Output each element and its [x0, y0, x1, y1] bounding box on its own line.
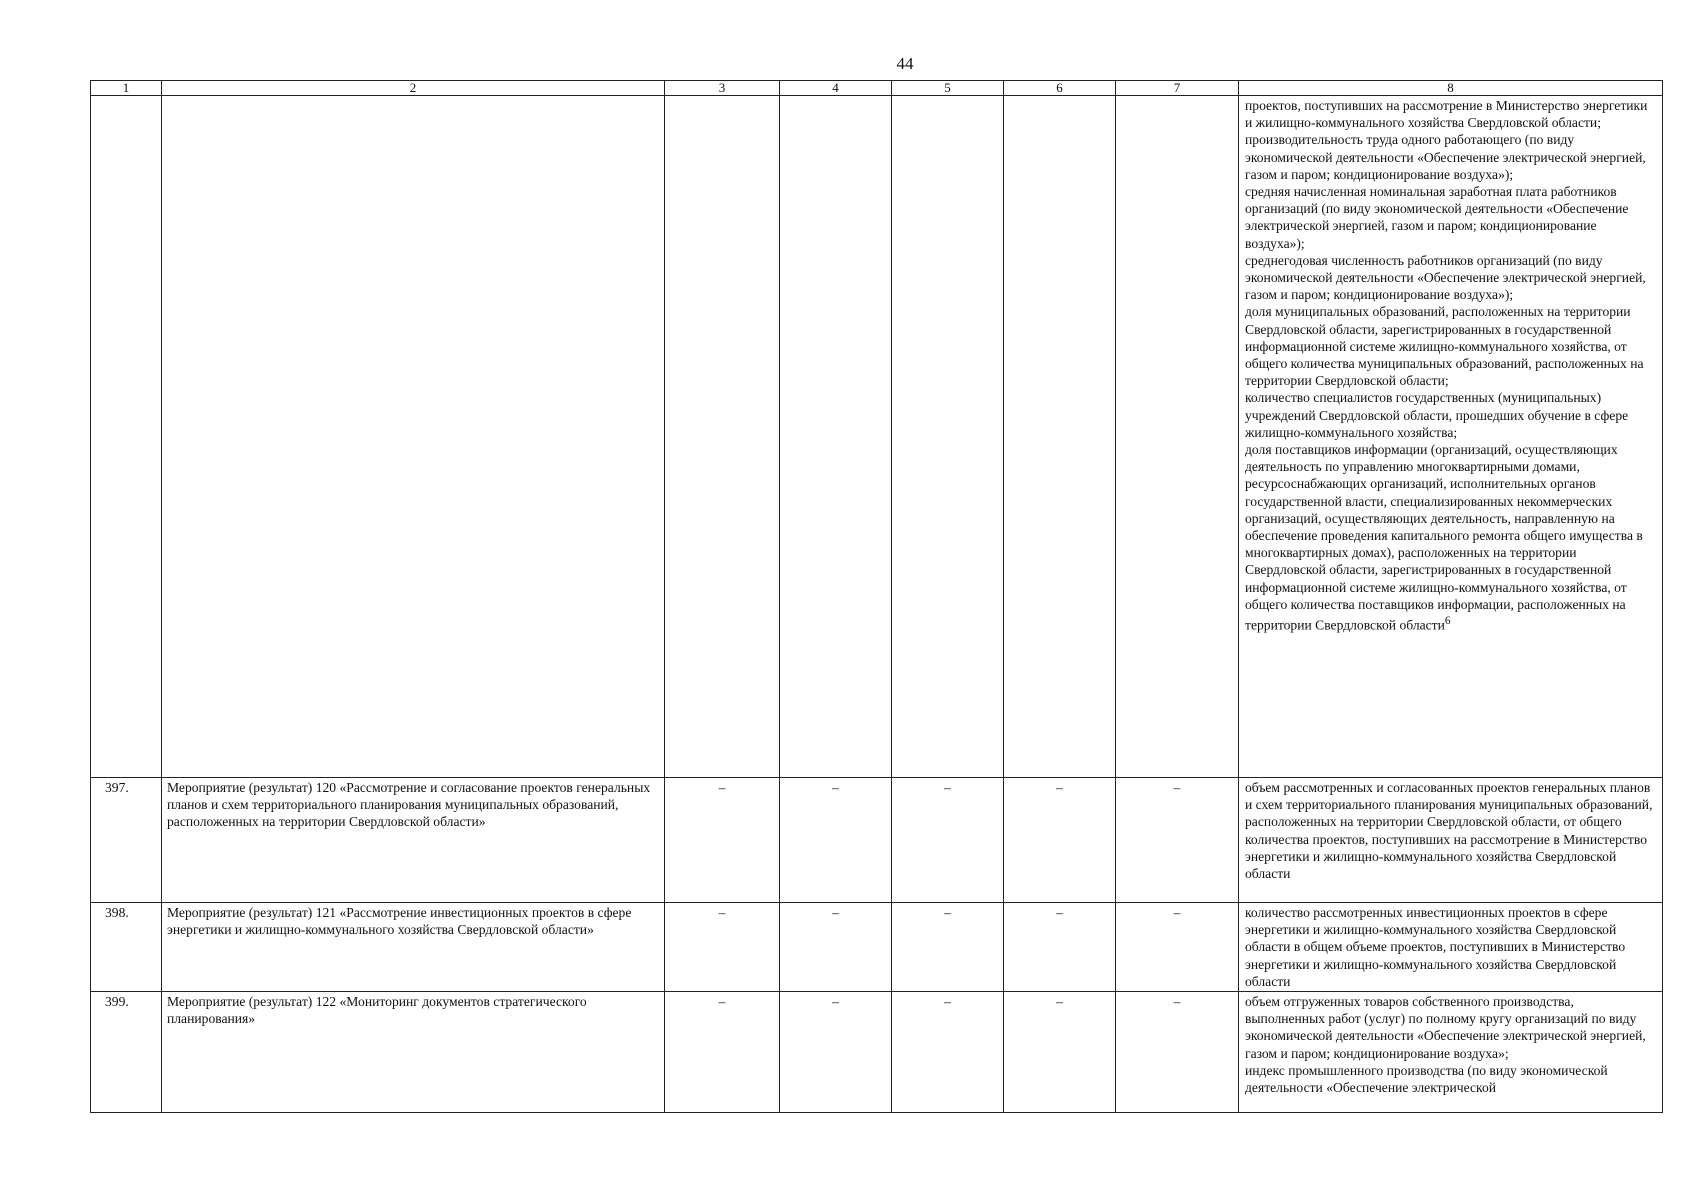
- header-col-6: 6: [1004, 81, 1116, 96]
- value-col-7: –: [1116, 903, 1239, 992]
- value-col-6: –: [1004, 778, 1116, 903]
- header-col-2: 2: [162, 81, 665, 96]
- value-col-5: –: [892, 903, 1004, 992]
- value-col-3: –: [665, 992, 780, 1113]
- row-number: 399.: [91, 992, 162, 1113]
- cell-empty: [780, 96, 892, 778]
- value-col-7: –: [1116, 992, 1239, 1113]
- cell-empty: [91, 96, 162, 778]
- measure-description: Мероприятие (результат) 121 «Рассмотрение инвестиционных проектов в сфере энергетики и жилищно-коммунального хозяйства Свердловской области»: [162, 903, 665, 992]
- value-col-4: –: [780, 992, 892, 1113]
- indicator-text: проектов, поступивших на рассмотрение в Министерство энергетики и жилищно-коммунального хозяйства Свердловской области; производительность труда одного работающего (по виду экономической деятельности «Обеспечение электрической энергией, газом и паром; кондиционирование воздуха»); средняя начисленная номинальная заработная плата работников организаций (по виду экономической деятельности «Обеспечение электрической энергией, газом и паром; кондиционирование воздуха»); среднегодовая численность работников организаций (по виду экономической деятельности «Обеспечение электрической энергией, газом и паром; кондиционирование воздуха»); доля муниципальных образований, расположенных на территории Свердловской области, зарегистрированных в государственной информационной системе жилищно-коммунального хозяйства, от общего количества муниципальных образований, расположенных на территории Свердловской области; количество специалистов государственных (муниципальных) учреждений Свердловской области, прошедших обучение в сфере жилищно-коммунального хозяйства; доля поставщиков информации (организаций, осуществляющих деятельность по управлению многоквартирными домами, ресурсоснабжающих организаций, исполнительных органов государственной власти, специализированных некоммерческих организаций, осуществляющих деятельность, направленную на обеспечение проведения капитального ремонта общего имущества в многоквартирных домах), расположенных на территории Свердловской области, зарегистрированных в государственной информационной системе жилищно-коммунального хозяйства, от общего количества поставщиков информации, расположенных на территории Свердловской области: [1245, 98, 1648, 633]
- header-col-7: 7: [1116, 81, 1239, 96]
- value-col-5: –: [892, 992, 1004, 1113]
- cell-empty: [162, 96, 665, 778]
- value-col-3: –: [665, 778, 780, 903]
- value-col-3: –: [665, 903, 780, 992]
- indicator-cell: объем рассмотренных и согласованных проектов генеральных планов и схем территориального планирования муниципальных образований, расположенных на территории Свердловской области, от общего количества проектов, поступивших на рассмотрение в Министерство энергетики и жилищно-коммунального хозяйства Свердловской области: [1239, 778, 1663, 903]
- cell-empty: [665, 96, 780, 778]
- header-col-1: 1: [91, 81, 162, 96]
- cell-empty: [1004, 96, 1116, 778]
- table-row: [91, 992, 1663, 1113]
- cell-empty: [1116, 96, 1239, 778]
- measure-description: Мероприятие (результат) 122 «Мониторинг документов стратегического планирования»: [162, 992, 665, 1113]
- measure-description: Мероприятие (результат) 120 «Рассмотрение и согласование проектов генеральных планов и схем территориального планирования муниципальных образований, расположенных на территории Свердловской области»: [162, 778, 665, 903]
- header-row: [91, 81, 1663, 96]
- value-col-6: –: [1004, 992, 1116, 1113]
- row-number: 398.: [91, 903, 162, 992]
- indicator-cell: [1239, 96, 1663, 778]
- table-row: [91, 903, 1663, 992]
- value-col-5: –: [892, 778, 1004, 903]
- header-col-8: 8: [1239, 81, 1663, 96]
- value-col-4: –: [780, 778, 892, 903]
- table-row: [91, 778, 1663, 903]
- header-col-5: 5: [892, 81, 1004, 96]
- header-col-4: 4: [780, 81, 892, 96]
- cell-empty: [892, 96, 1004, 778]
- header-col-3: 3: [665, 81, 780, 96]
- measures-table: [90, 80, 1663, 1113]
- measures-table-container: [90, 80, 1662, 1113]
- value-col-7: –: [1116, 778, 1239, 903]
- value-col-6: –: [1004, 903, 1116, 992]
- continuation-row: [91, 96, 1663, 778]
- value-col-4: –: [780, 903, 892, 992]
- footnote-mark: 6: [1444, 615, 1451, 628]
- indicator-cell: количество рассмотренных инвестиционных проектов в сфере энергетики и жилищно-коммунального хозяйства Свердловской области в общем объеме проектов, поступивших в Министерство энергетики и жилищно-коммунального хозяйства Свердловской области: [1239, 903, 1663, 992]
- indicator-cell: объем отгруженных товаров собственного производства, выполненных работ (услуг) по полному кругу организаций по виду экономической деятельности «Обеспечение электрической энергией, газом и паром; кондиционирование воздуха»; индекс промышленного производства (по виду экономической деятельности «Обеспечение электрической: [1239, 992, 1663, 1113]
- page-number: 44: [896, 54, 914, 73]
- row-number: 397.: [91, 778, 162, 903]
